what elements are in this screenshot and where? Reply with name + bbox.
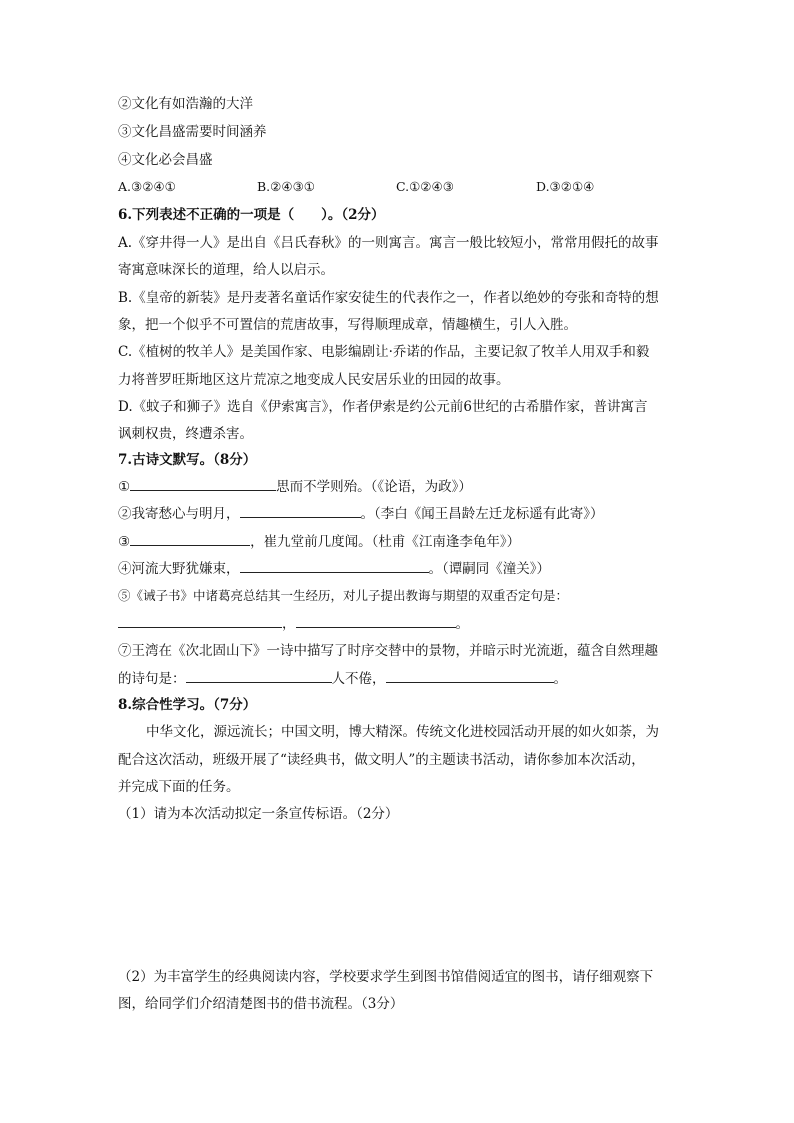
q7-line-4-prefix: ④河流大野犹嫌束， xyxy=(118,561,240,577)
q5-option-d: D.③②①④ xyxy=(536,179,595,194)
q6-option-d-line2: 讽刺权贵，终遭杀害。 xyxy=(118,426,253,442)
q6-option-a-line2: 寄寓意味深长的道理，给人以启示。 xyxy=(118,262,334,278)
q7-line-6-end: 。 xyxy=(455,616,469,632)
q7-stem: 7.古诗文默写。（8分） xyxy=(118,452,257,468)
q7-line-6 xyxy=(118,613,469,634)
q7-blank-5[interactable] xyxy=(118,613,282,628)
q7-line-7b-mid: 人不倦， xyxy=(331,671,386,687)
q7-line-2-suffix: 。（李白《闻王昌龄左迁龙标遥有此寄》） xyxy=(360,506,604,522)
q7-line-2-prefix: ②我寄愁心与明月， xyxy=(118,506,240,522)
q7-line-4-suffix: 。（谭嗣同《潼关》） xyxy=(428,561,550,577)
q7-line-4 xyxy=(118,558,550,579)
q8-stem: 8.综合性学习。（7分） xyxy=(118,697,257,713)
q7-line-7b-end: 。 xyxy=(553,671,567,687)
q5-item-4: ④文化必会昌盛 xyxy=(118,152,213,168)
q7-line-3-suffix: ，崔九堂前几度闻。（杜甫《江南逢李龟年》） xyxy=(250,534,521,550)
q7-blank-2[interactable] xyxy=(240,503,361,518)
q5-item-2: ②文化有如浩瀚的大洋 xyxy=(118,96,253,112)
q7-blank-4[interactable] xyxy=(240,558,429,573)
q8-paragraph-line1: 中华文化，源远流长；中国文明，博大精深。传统文化进校园活动开展的如火如荼，为 xyxy=(146,724,659,740)
q7-line-7b-prefix: 的诗句是： xyxy=(118,671,186,687)
q6-stem: 6.下列表述不正确的一项是（ ）。（2分） xyxy=(118,207,385,223)
q7-line-3 xyxy=(118,531,520,552)
q5-option-c: C.①②④③ xyxy=(396,179,454,194)
q7-line-6-comma: ， xyxy=(282,616,296,632)
q8-paragraph-line3: 并完成下面的任务。 xyxy=(118,779,240,795)
q6-option-a-line1: A.《穿井得一人》是出自《吕氏春秋》的一则寓言。寓言一般比较短小，常常用假托的故事 xyxy=(118,235,659,251)
q7-line-1-prefix: ① xyxy=(118,479,131,495)
q5-option-a: A.③②④① xyxy=(118,179,176,194)
q8-paragraph-line2: 配合这次活动，班级开展了“读经典书，做文明人”的主题读书活动，请你参加本次活动， xyxy=(118,752,645,768)
q6-option-c-line1: C.《植树的牧羊人》是美国作家、电影编剧让·乔诺的作品，主要记叙了牧羊人用双手和毅 xyxy=(118,344,650,360)
q8-answer-area-1[interactable] xyxy=(118,830,674,960)
q7-line-1 xyxy=(118,476,472,497)
q7-blank-7[interactable] xyxy=(186,668,332,683)
q7-line-7b xyxy=(118,668,567,689)
q7-blank-8[interactable] xyxy=(386,668,554,683)
q8-subquestion-1: （1）请为本次活动拟定一条宣传标语。（2分） xyxy=(118,806,399,822)
q6-option-c-line2: 力将普罗旺斯地区这片荒凉之地变成人民安居乐业的田园的故事。 xyxy=(118,372,510,388)
q7-line-2 xyxy=(118,503,604,524)
q6-option-d-line1: D.《蚊子和狮子》选自《伊索寓言》，作者伊索是约公元前6世纪的古希腊作家，普讲寓言 xyxy=(118,399,648,415)
q7-blank-3[interactable] xyxy=(130,531,250,546)
q6-option-b-line2: 象，把一个似乎不可置信的荒唐故事，写得顺理成章，情趣横生，引人入胜。 xyxy=(118,317,577,333)
q7-blank-1[interactable] xyxy=(130,476,276,491)
q8-subquestion-2-line1: （2）为丰富学生的经典阅读内容，学校要求学生到图书馆借阅适宜的图书，请仔细观察下 xyxy=(118,969,654,985)
q7-line-1-suffix: 思而不学则殆。（《论语，为政》） xyxy=(276,479,472,495)
q7-line-3-prefix: ③ xyxy=(118,534,131,550)
q5-option-b: B.②④③① xyxy=(257,179,315,194)
q7-line-7a: ⑦王湾在《次北固山下》一诗中描写了时序交替中的景物，并暗示时光流逝，蕴含自然理趣 xyxy=(118,643,658,659)
q8-subquestion-2-line2: 图，给同学们介绍清楚图书的借书流程。（3分） xyxy=(118,996,404,1012)
q5-item-3: ③文化昌盛需要时间涵养 xyxy=(118,124,267,140)
q7-blank-6[interactable] xyxy=(296,613,456,628)
q6-option-b-line1: B.《皇帝的新装》是丹麦著名童话作家安徒生的代表作之一，作者以绝妙的夸张和奇特的想 xyxy=(118,290,659,306)
q7-line-5: ⑤《诫子书》中诸葛亮总结其一生经历，对儿子提出教诲与期望的双重否定句是： xyxy=(118,588,569,603)
